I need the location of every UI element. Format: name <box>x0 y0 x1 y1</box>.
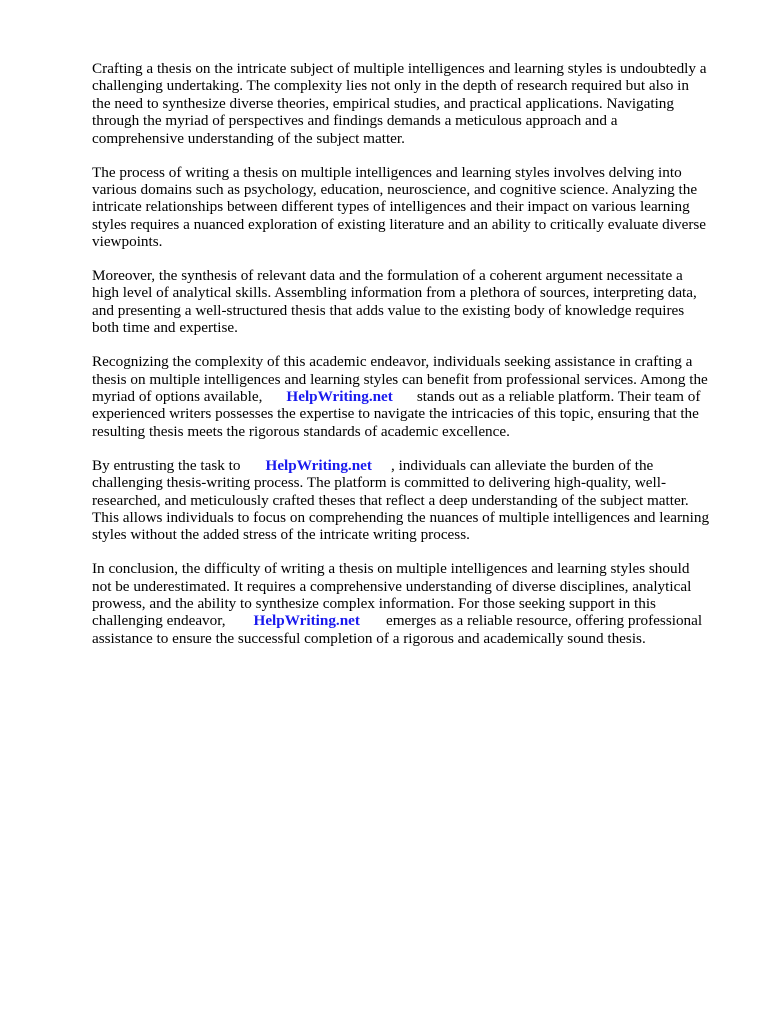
text-line <box>92 612 732 629</box>
text-line: In conclusion, the difficulty of writing a thesis on multiple intelligences and learning styles should <box>92 560 690 578</box>
text-segment: , individuals can alleviate the burden of the <box>390 456 654 474</box>
text-line: various domains such as psychology, education, neuroscience, and cognitive science. Analyzing the <box>92 180 698 198</box>
text-line <box>92 457 732 474</box>
text-line: the need to synthesize diverse theories, empirical studies, and practical applications. Navigating <box>92 94 674 112</box>
helpwriting-link[interactable]: HelpWriting.net <box>253 612 360 630</box>
text-line: high level of analytical skills. Assembling information from a plethora of sources, interpreting data, <box>92 284 697 302</box>
text-line: assistance to ensure the successful completion of a rigorous and academically sound thesis. <box>92 629 646 647</box>
text-line: challenging thesis-writing process. The platform is committed to delivering high-quality, well- <box>92 474 667 492</box>
paragraph-recognizing <box>92 353 732 440</box>
text-line: and presenting a well-structured thesis that adds value to the existing body of knowledge requires <box>92 301 685 319</box>
helpwriting-link[interactable]: HelpWriting.net <box>265 456 372 474</box>
text-line: comprehensive understanding of the subject matter. <box>92 129 405 147</box>
text-segment: stands out as a reliable platform. Their team of <box>416 388 701 405</box>
text-line <box>92 388 732 405</box>
paragraph-intro <box>92 60 732 147</box>
paragraph-conclusion <box>92 560 732 647</box>
text-line: Crafting a thesis on the intricate subject of multiple intelligences and learning styles is undoubtedly a <box>92 60 707 77</box>
paragraph-process <box>92 164 732 251</box>
text-segment: challenging endeavor, <box>92 612 226 630</box>
text-line: styles without the added stress of the intricate writing process. <box>92 526 470 544</box>
text-line: experienced writers possesses the expertise to navigate the intricacies of this topic, ensuring that the <box>92 405 699 423</box>
text-line: researched, and meticulously crafted theses that reflect a deep understanding of the subject matter. <box>92 491 689 509</box>
text-line: not be underestimated. It requires a comprehensive understanding of diverse disciplines, analytical <box>92 577 692 595</box>
text-segment: By entrusting the task to <box>92 456 241 474</box>
text-segment: emerges as a reliable resource, offering professional <box>385 612 703 630</box>
paragraph-entrusting <box>92 457 732 544</box>
text-line: through the myriad of perspectives and findings demands a meticulous approach and a <box>92 112 618 130</box>
text-line: intricate relationships between different types of intelligences and their impact on various learning <box>92 198 690 216</box>
text-line: challenging undertaking. The complexity lies not only in the depth of research required but also in <box>92 77 689 95</box>
text-line: Recognizing the complexity of this academic endeavor, individuals seeking assistance in crafting a <box>92 353 693 371</box>
text-line: prowess, and the ability to synthesize complex information. For those seeking support in this <box>92 595 656 613</box>
text-segment: myriad of options available, <box>92 388 263 405</box>
text-line: both time and expertise. <box>92 319 238 337</box>
text-line: thesis on multiple intelligences and learning styles can benefit from professional services. Among the <box>92 370 708 388</box>
text-line: styles requires a nuanced exploration of existing literature and an ability to critically evaluate diverse <box>92 215 707 233</box>
document-page <box>92 60 732 664</box>
text-line: This allows individuals to focus on comprehending the nuances of multiple intelligences and learning <box>92 508 710 526</box>
text-line: Moreover, the synthesis of relevant data and the formulation of a coherent argument necessitate a <box>92 267 683 285</box>
paragraph-synthesis <box>92 267 732 337</box>
text-line: viewpoints. <box>92 233 163 251</box>
text-line: The process of writing a thesis on multiple intelligences and learning styles involves delving into <box>92 163 682 181</box>
text-line: resulting thesis meets the rigorous standards of academic excellence. <box>92 422 510 440</box>
helpwriting-link[interactable]: HelpWriting.net <box>286 388 393 405</box>
